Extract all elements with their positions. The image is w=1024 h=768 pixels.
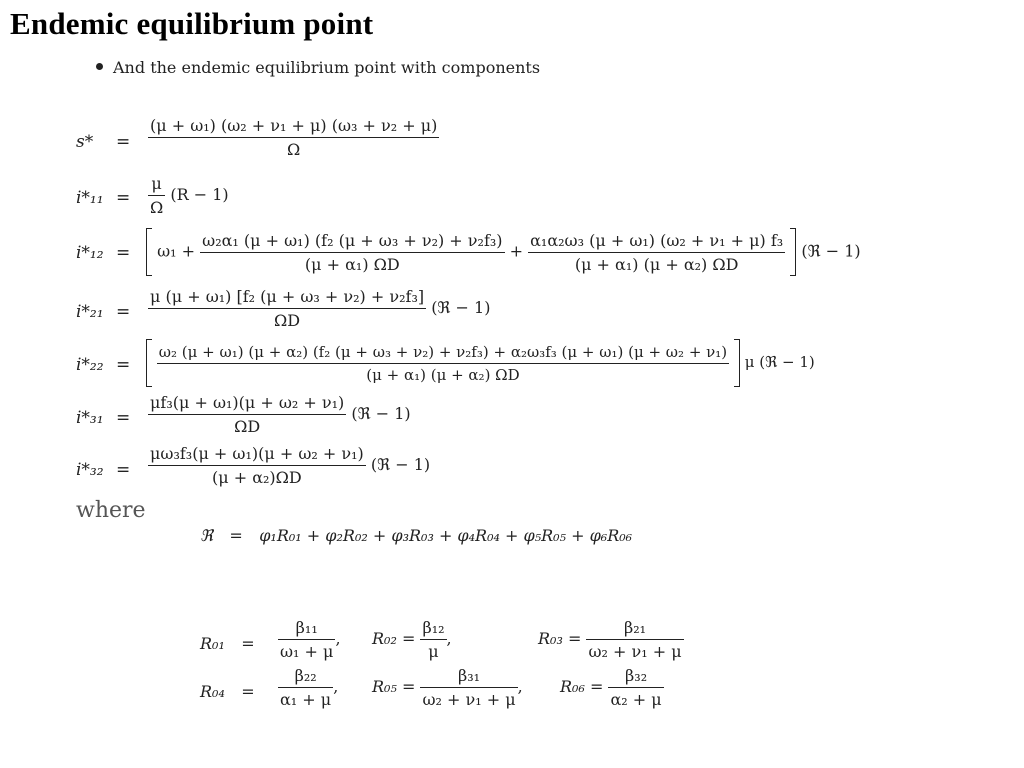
equation-i11 — [148, 174, 229, 217]
eq-lhs-i31: i*₃₁ — [76, 408, 104, 428]
numerator: (μ + ω₁) (ω₂ + ν₁ + μ) (ω₃ + ν₂ + μ) — [150, 116, 438, 135]
numerator: ω₂ (μ + ω₁) (μ + α₂) (f₂ (μ + ω₃ + ν₂) + ν₂f₃) + α₂ω₃f₃ (μ + ω₁) (μ + ω₂ + ν₁) — [158, 342, 728, 361]
right-bracket — [734, 339, 740, 387]
factor: μ (ℜ − 1) — [744, 353, 815, 371]
equation-i31 — [148, 393, 411, 436]
numerator: ω₂α₁ (μ + ω₁) (f₂ (μ + ω₃ + ν₂) + ν₂f₃) — [202, 230, 503, 250]
equation-i22 — [146, 339, 815, 387]
equation-i32 — [148, 444, 430, 487]
eq-lhs-s: s* — [76, 132, 94, 152]
numerator: μ (μ + ω₁) [f₂ (μ + ω₃ + ν₂) + ν₂f₃] — [150, 287, 425, 306]
denominator: (μ + α₁) (μ + α₂) ΩD — [366, 365, 520, 384]
term: ω₁ + — [157, 241, 196, 261]
r-term-r02: R₀₂ = $\frac{\text{β₁₂}}{\mu}$ , — [372, 618, 452, 661]
r-term-r06: R₀₆ = $\frac{\text{β₃₂}}{\text{α₂ + μ}}$ — [560, 666, 662, 709]
equation-s-star — [148, 116, 439, 159]
numerator: α₁α₂ω₃ (μ + ω₁) (ω₂ + ν₁ + μ) f₃ — [530, 230, 784, 250]
right-bracket — [790, 228, 796, 276]
eq-lhs-i12: i*₁₂ — [76, 243, 104, 263]
fraction — [148, 393, 346, 436]
fraction — [148, 174, 165, 217]
fraction — [148, 287, 426, 330]
left-bracket — [146, 228, 152, 276]
bullet-icon — [96, 63, 103, 70]
r-definition — [200, 526, 632, 545]
eq-sign: = — [116, 355, 131, 375]
r-symbol: ℜ — [200, 526, 214, 545]
denominator: (μ + α₂)ΩD — [211, 468, 302, 487]
denominator: (μ + α₁) (μ + α₂) ΩD — [574, 254, 739, 274]
r-term-r05: R₀₅ = $\frac{\text{β₃₁}}{\text{ω₂ + ν₁ + μ}}$ , — [372, 666, 523, 709]
r-term-r03: R₀₃ = $\frac{\text{β₂₁}}{\text{ω₂ + ν₁ + μ}}$ — [538, 618, 682, 661]
r-term-lhs: R₀₄ = — [200, 682, 255, 701]
r-term-r04: $\frac{\text{β₂₂}}{\text{α₁ + μ}}$ , — [280, 666, 339, 709]
r-term-lhs: R₀₁ = — [200, 634, 255, 653]
eq-lhs-i11: i*₁₁ — [76, 188, 104, 208]
eq-sign: = — [116, 188, 131, 208]
eq-sign: = — [229, 526, 243, 545]
denominator: ΩD — [234, 417, 261, 436]
eq-sign: = — [116, 460, 131, 480]
eq-sign: = — [116, 243, 131, 263]
denominator: Ω — [150, 198, 164, 217]
denominator: (μ + α₁) ΩD — [304, 254, 400, 274]
equation-i21 — [148, 287, 490, 330]
eq-sign: = — [116, 408, 131, 428]
numerator: μ — [151, 174, 162, 193]
fraction — [157, 343, 729, 384]
factor: (R − 1) — [170, 185, 229, 204]
r-sum: φ₁R₀₁ + φ₂R₀₂ + φ₃R₀₃ + φ₄R₀₄ + φ₅R₀₅ + φ₆R₀₆ — [259, 526, 633, 545]
equation-i12 — [146, 228, 861, 276]
fraction — [200, 231, 504, 274]
eq-sign: = — [116, 132, 131, 152]
numerator: μf₃(μ + ω₁)(μ + ω₂ + ν₁) — [150, 393, 345, 412]
numerator: μω₃f₃(μ + ω₁)(μ + ω₂ + ν₁) — [150, 444, 364, 463]
fraction — [148, 444, 366, 487]
denominator: Ω — [287, 140, 301, 159]
denominator: ΩD — [274, 311, 301, 330]
factor: (ℜ − 1) — [351, 404, 411, 423]
where-label: where — [76, 498, 146, 523]
bullet-text: And the endemic equilibrium point with components — [113, 58, 541, 77]
left-bracket — [146, 339, 152, 387]
eq-lhs-i32: i*₃₂ — [76, 460, 104, 480]
r-term-r01: $\frac{\text{β₁₁}}{\text{ω₁ + μ}}$ , — [280, 618, 341, 661]
factor: (ℜ − 1) — [431, 298, 491, 317]
fraction — [148, 116, 439, 159]
page-title: Endemic equilibrium point — [10, 6, 374, 41]
plus-sign: + — [509, 241, 524, 261]
eq-sign: = — [116, 302, 131, 322]
eq-lhs-i21: i*₂₁ — [76, 302, 104, 322]
eq-lhs-i22: i*₂₂ — [76, 355, 104, 375]
fraction — [528, 231, 785, 274]
factor: (ℜ − 1) — [801, 241, 861, 261]
factor: (ℜ − 1) — [370, 455, 431, 474]
bullet-item — [96, 58, 540, 77]
